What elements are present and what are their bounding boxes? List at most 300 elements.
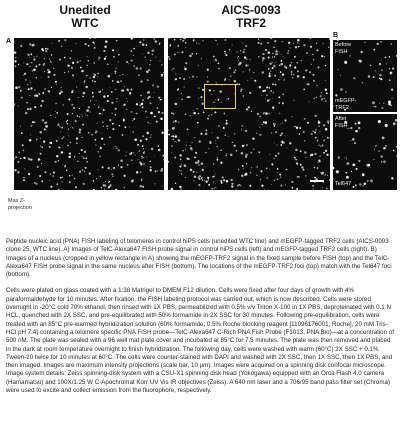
focus-dot (160, 99, 162, 101)
focus-dot (271, 163, 273, 165)
focus-dot (274, 75, 276, 77)
focus-dot (161, 76, 162, 77)
focus-dot (18, 105, 19, 106)
focus-dot (362, 185, 363, 186)
focus-dot (255, 107, 256, 108)
focus-dot (28, 88, 30, 90)
focus-dot (162, 155, 164, 157)
focus-dot (232, 44, 233, 45)
focus-dot (161, 64, 162, 65)
focus-dot (272, 53, 273, 54)
title-unedited-wtc: Unedited WTC (59, 3, 111, 30)
focus-dot (71, 104, 73, 106)
focus-dot (56, 84, 57, 85)
focus-dot (218, 125, 220, 127)
focus-dot (346, 176, 349, 179)
focus-dot (99, 156, 100, 157)
focus-dot (134, 139, 137, 142)
focus-dot (79, 128, 81, 130)
focus-dot (292, 77, 293, 78)
zoom-rectangle (204, 84, 236, 109)
focus-dot (160, 117, 163, 120)
focus-dot (315, 129, 317, 131)
focus-dot (69, 181, 71, 183)
focus-dot (147, 52, 149, 54)
focus-dot (130, 38, 132, 40)
focus-dot (132, 120, 133, 121)
focus-dot (127, 101, 128, 102)
focus-dot (139, 41, 141, 43)
focus-dot (69, 152, 71, 154)
focus-dot (205, 133, 208, 136)
focus-dot (389, 79, 391, 81)
focus-dot (59, 92, 61, 94)
focus-dot (25, 112, 27, 114)
focus-dot (23, 179, 25, 181)
focus-dot (291, 74, 292, 75)
focus-dot (43, 64, 45, 66)
focus-dot (239, 84, 240, 85)
focus-dot (41, 163, 42, 164)
focus-dot (285, 136, 286, 137)
focus-dot (346, 157, 347, 158)
focus-dot (307, 122, 309, 124)
focus-dot (220, 180, 222, 182)
focus-dot (282, 73, 284, 75)
focus-dot (103, 126, 104, 127)
focus-dot (379, 63, 381, 65)
focus-dot (158, 111, 160, 113)
focus-dot (221, 182, 223, 184)
focus-dot (128, 63, 129, 64)
focus-dot (256, 175, 257, 176)
focus-dot (88, 45, 90, 47)
focus-dot (103, 50, 105, 52)
focus-dot (131, 60, 133, 62)
focus-dot (391, 177, 393, 179)
focus-dot (279, 102, 280, 103)
focus-dot (120, 166, 122, 168)
focus-dot (85, 114, 86, 115)
focus-dot (318, 126, 319, 127)
focus-dot (103, 109, 105, 111)
focus-dot (30, 134, 31, 135)
focus-dot (293, 43, 294, 44)
focus-dot (259, 134, 261, 136)
focus-dot (265, 98, 266, 99)
focus-dot (314, 115, 316, 117)
focus-dot (154, 156, 155, 157)
focus-dot (303, 169, 305, 171)
focus-dot (273, 158, 274, 159)
focus-dot (268, 113, 269, 114)
focus-dot (289, 47, 290, 48)
focus-dot (172, 127, 175, 130)
focus-dot (179, 38, 181, 40)
focus-dot (224, 51, 226, 53)
focus-dot (317, 87, 318, 88)
focus-dot (199, 184, 201, 186)
focus-dot (181, 164, 182, 165)
focus-dot (275, 131, 277, 133)
focus-dot (378, 150, 380, 152)
focus-dot (323, 140, 325, 142)
focus-dot (102, 121, 104, 123)
focus-dot (126, 109, 127, 110)
focus-dot (200, 163, 202, 165)
focus-dot (291, 181, 293, 183)
focus-dot (171, 188, 174, 190)
focus-dot (261, 95, 262, 96)
focus-dot (244, 56, 246, 58)
focus-dot (266, 177, 268, 179)
focus-dot (314, 153, 316, 155)
focus-dot (269, 63, 271, 65)
focus-dot (138, 74, 140, 76)
focus-dot (144, 151, 145, 152)
focus-dot (168, 56, 170, 58)
focus-dot (58, 160, 59, 161)
focus-dot (324, 98, 325, 99)
focus-dot (175, 74, 176, 75)
focus-dot (262, 71, 264, 73)
focus-dot (272, 98, 273, 99)
focus-dot (56, 183, 58, 185)
focus-dot (217, 137, 219, 139)
focus-dot (265, 112, 268, 115)
focus-dot (207, 69, 209, 71)
focus-dot (285, 184, 286, 185)
focus-dot (147, 122, 148, 123)
focus-dot (231, 183, 233, 185)
focus-dot (204, 180, 205, 181)
focus-dot (142, 99, 144, 101)
focus-dot (207, 81, 209, 83)
focus-dot (108, 186, 110, 188)
focus-dot (36, 139, 38, 141)
focus-dot (113, 167, 115, 169)
focus-dot (29, 95, 30, 96)
focus-dot (107, 63, 108, 64)
focus-dot (46, 125, 48, 127)
focus-dot (77, 160, 79, 162)
focus-dot (130, 89, 132, 91)
focus-dot (184, 87, 185, 88)
focus-dot (188, 158, 190, 160)
focus-dot (122, 89, 125, 92)
focus-dot (194, 157, 196, 159)
focus-dot (60, 159, 61, 160)
focus-dot (32, 44, 34, 46)
focus-dot (386, 63, 387, 64)
focus-dot (123, 175, 125, 177)
focus-dot (196, 43, 197, 44)
focus-dot (317, 140, 319, 142)
focus-dot (234, 133, 235, 134)
panel-a-letter: A (6, 38, 12, 45)
focus-dot (280, 63, 283, 66)
focus-dot (250, 152, 252, 154)
focus-dot (186, 142, 187, 143)
focus-dot (394, 179, 395, 180)
focus-dot (36, 183, 38, 185)
focus-dot (390, 43, 392, 45)
focus-dot (280, 176, 281, 177)
focus-dot (88, 106, 90, 108)
focus-dot (208, 115, 209, 116)
focus-dot (213, 163, 214, 164)
focus-dot (99, 113, 100, 114)
focus-dot (70, 58, 71, 59)
focus-dot (181, 173, 182, 174)
focus-dot (323, 124, 325, 126)
focus-dot (237, 57, 238, 58)
focus-dot (91, 134, 92, 135)
focus-dot (279, 113, 280, 114)
focus-dot (318, 66, 320, 68)
focus-dot (381, 70, 382, 71)
focus-dot (111, 102, 113, 104)
focus-dot (45, 121, 47, 123)
focus-dot (44, 71, 45, 72)
focus-dot (130, 94, 131, 95)
focus-dot (101, 133, 102, 134)
focus-dot (266, 94, 267, 95)
focus-dot (115, 108, 117, 110)
focus-dot (246, 163, 248, 165)
focus-dot (213, 182, 214, 183)
focus-dot (280, 141, 281, 142)
focus-dot (58, 189, 60, 190)
focus-dot (139, 150, 141, 152)
focus-dot (102, 114, 103, 115)
focus-dot (72, 113, 73, 114)
focus-dot (326, 188, 328, 190)
focus-dot (318, 120, 320, 122)
focus-dot (94, 43, 95, 44)
focus-dot (153, 97, 154, 98)
focus-dot (140, 95, 141, 96)
focus-dot (180, 159, 182, 161)
focus-dot (384, 57, 386, 59)
focus-dot (224, 39, 226, 41)
focus-dot (182, 150, 184, 152)
focus-dot (381, 59, 382, 60)
focus-dot (86, 56, 87, 57)
focus-dot (61, 87, 62, 88)
focus-dot (297, 42, 298, 43)
focus-dot (242, 125, 243, 126)
focus-dot (162, 186, 163, 187)
focus-dot (98, 59, 99, 60)
focus-dot (26, 63, 28, 65)
focus-dot (140, 172, 141, 173)
focus-dot (245, 130, 247, 132)
focus-dot (266, 86, 268, 88)
focus-dot (267, 42, 269, 44)
focus-dot (246, 144, 248, 146)
focus-dot (380, 155, 383, 158)
focus-dot (288, 50, 289, 51)
focus-dot (274, 40, 276, 42)
focus-dot (275, 53, 277, 55)
focus-dot (113, 56, 115, 58)
focus-dot (30, 158, 32, 160)
focus-dot (329, 179, 330, 181)
focus-dot (273, 46, 275, 48)
focus-dot (247, 80, 248, 81)
focus-dot (198, 160, 200, 162)
focus-dot (179, 170, 180, 171)
focus-dot (281, 60, 283, 62)
focus-dot (362, 82, 363, 83)
focus-dot (67, 145, 68, 146)
focus-dot (383, 103, 384, 104)
focus-dot (262, 124, 263, 125)
focus-dot (217, 44, 218, 45)
focus-dot (23, 157, 25, 159)
focus-dot (142, 186, 144, 188)
focus-dot (344, 157, 345, 158)
focus-dot (70, 142, 71, 143)
focus-dot (282, 41, 283, 42)
focus-dot (75, 120, 77, 122)
focus-dot (198, 65, 199, 66)
focus-dot (129, 126, 130, 127)
focus-dot (136, 171, 138, 173)
focus-dot (150, 123, 151, 124)
focus-dot (383, 160, 386, 163)
focus-dot (272, 83, 274, 85)
focus-dot (291, 71, 293, 73)
focus-dot (301, 166, 304, 169)
focus-dot (325, 80, 326, 81)
focus-dot (218, 63, 220, 65)
focus-dot (136, 103, 138, 105)
focus-dot (97, 151, 99, 153)
focus-dot (225, 122, 227, 124)
focus-dot (109, 181, 110, 182)
focus-dot (23, 149, 25, 151)
focus-dot (114, 71, 116, 73)
focus-dot (40, 145, 41, 146)
focus-dot (27, 84, 28, 85)
focus-dot (154, 116, 156, 118)
panel-b-letter: B (333, 32, 339, 39)
focus-dot (231, 185, 233, 187)
focus-dot (349, 128, 350, 129)
focus-dot (34, 90, 35, 91)
focus-dot (364, 183, 366, 185)
focus-dot (251, 111, 252, 112)
focus-dot (263, 113, 264, 114)
focus-dot (96, 178, 97, 179)
focus-dot (55, 111, 56, 112)
focus-dot (392, 67, 394, 69)
focus-dot (325, 100, 327, 102)
focus-dot (147, 92, 149, 94)
focus-dot (241, 152, 244, 155)
focus-dot (72, 62, 74, 64)
focus-dot (220, 162, 222, 164)
focus-dot (79, 153, 80, 154)
focus-dot (243, 168, 244, 169)
focus-dot (307, 83, 309, 85)
focus-dot (80, 67, 82, 69)
focus-dot (236, 150, 237, 151)
focus-dot (211, 188, 212, 189)
focus-dot (82, 116, 83, 117)
focus-dot (95, 145, 96, 146)
focus-dot (177, 89, 179, 91)
focus-dot (327, 137, 329, 139)
focus-dot (241, 130, 242, 131)
focus-dot (35, 65, 37, 67)
focus-dot (311, 64, 312, 65)
focus-dot (115, 114, 116, 115)
focus-dot (200, 96, 202, 98)
focus-dot (56, 155, 58, 157)
focus-dot (41, 105, 42, 106)
focus-dot (220, 150, 221, 151)
focus-dot (158, 97, 160, 99)
focus-dot (152, 84, 154, 86)
focus-dot (81, 114, 82, 115)
focus-dot (274, 56, 275, 57)
focus-dot (67, 123, 69, 125)
focus-dot (116, 89, 117, 90)
focus-dot (111, 113, 112, 114)
focus-dot (262, 57, 265, 60)
focus-dot (170, 44, 171, 45)
focus-dot (269, 99, 270, 100)
focus-dot (224, 113, 225, 114)
focus-dot (34, 56, 35, 57)
focus-dot (187, 128, 189, 130)
focus-dot (393, 122, 396, 125)
focus-dot (73, 107, 75, 109)
focus-dot (36, 94, 37, 95)
focus-dot (39, 175, 41, 177)
focus-dot (274, 84, 276, 86)
focus-dot (71, 67, 73, 69)
focus-dot (351, 171, 352, 172)
focus-dot (82, 96, 84, 98)
focus-dot (275, 70, 276, 71)
focus-dot (146, 157, 147, 158)
focus-dot (65, 165, 66, 166)
focus-dot (24, 73, 26, 75)
focus-dot (266, 121, 267, 122)
focus-dot (172, 135, 174, 137)
focus-dot (84, 151, 86, 153)
focus-dot (118, 54, 120, 56)
focus-dot (201, 178, 202, 179)
focus-dot (350, 127, 352, 129)
focus-dot (321, 172, 324, 175)
focus-dot (44, 58, 45, 59)
focus-dot (36, 77, 37, 78)
focus-dot (239, 184, 241, 186)
focus-dot (239, 62, 241, 64)
focus-dot (154, 92, 155, 93)
focus-dot (319, 155, 320, 156)
focus-dot (185, 38, 186, 39)
before-fish-label: Before FISH (335, 42, 352, 55)
focus-dot (147, 97, 149, 99)
focus-dot (146, 132, 149, 135)
focus-dot (119, 125, 120, 126)
